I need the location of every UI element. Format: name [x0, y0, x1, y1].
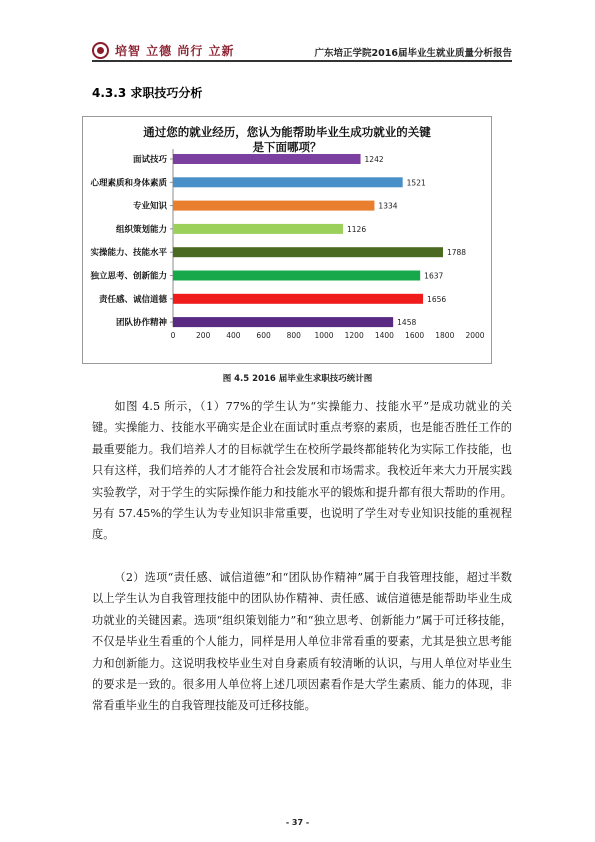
chart-title-line-1: 通过您的就业经历，您认为能帮助毕业生成功就业的关键: [143, 125, 431, 139]
category-label: 组织策划能力: [115, 224, 167, 235]
chart-title-line-2: 是下面哪项？: [252, 140, 322, 154]
bar: [173, 247, 443, 257]
x-tick-label: 1600: [405, 331, 425, 340]
figure-caption: 图 4.5 2016 届毕业生求职技巧统计图: [222, 374, 373, 384]
category-label: 心理素质和身体素质: [90, 178, 167, 189]
x-tick-label: 2000: [465, 331, 485, 340]
x-tick-label: 1200: [344, 331, 364, 340]
page-number: - 37 -: [285, 818, 310, 827]
paragraph-2: （2）选项“责任感、诚信道德”和“团队协作精神”属于自我管理技能，超过半数以上学生认为自我管理技能中的团队协作精神、责任感、诚信道德是能帮助毕业生成功就业的关键因素。选项“组织策划能力”和“独立思考、创新能力”属于可迁移技能，不仅是毕业生看重的个人能力，同样是用人单位非常看重的要素，尤其是独立思考能力和创新能力。这说明我校毕业生对自身素质有较清晰的认识，与用人单位对毕业生的要求是一致的。很多用人单位将上述几项因素看作是大学生素质、能力的体现，非常看重毕业生的自我管理技能及可迁移技能。: [92, 571, 512, 713]
school-seal-icon: [92, 42, 109, 59]
data-label: 1458: [397, 318, 417, 328]
x-tick-label: 600: [256, 331, 271, 340]
data-label: 1637: [424, 271, 444, 281]
data-label: 1126: [347, 224, 367, 234]
data-label: 1788: [446, 248, 467, 258]
paragraph-1: 如图 4.5 所示，（1）77%的学生认为“实操能力、技能水平”是成功就业的关键。实操能力、技能水平确实是企业在面试时重点考察的素质，也是能否胜任工作的最重要能力。我们培养人才的目标就学生在校所学最终都能转化为实际工作技能，也只有这样，我们培养的人才才能符合社会发展和市场需求。我校近年来大力开展实践实验教学，对于学生的实际操作能力和技能水平的锻炼和提升都有很大帮助的作用。另有 57.45%的学生认为专业知识非常重要，也说明了学生对专业知识技能的重视程度。: [92, 400, 512, 542]
category-label: 专业知识: [132, 201, 167, 212]
data-label: 1334: [378, 201, 398, 211]
x-tick-label: 1400: [374, 331, 394, 340]
category-label: 团队协作精神: [115, 318, 167, 329]
report-title: 广东培正学院2016届毕业生就业质量分析报告: [314, 48, 512, 59]
bar: [173, 317, 393, 327]
header-divider: [92, 60, 512, 62]
x-tick-label: 1000: [314, 331, 334, 340]
chart-canvas: [83, 117, 493, 365]
category-label: 实操能力、技能水平: [90, 248, 167, 259]
school-motto: 培智 立德 尚行 立新: [115, 44, 235, 58]
category-label: 独立思考、创新能力: [90, 271, 167, 282]
category-label: 面试技巧: [132, 155, 167, 165]
page-header: [92, 40, 512, 62]
bar: [173, 154, 361, 164]
x-tick-label: 400: [226, 331, 241, 340]
bar: [173, 224, 343, 234]
school-logo: [92, 42, 235, 59]
data-label: 1242: [364, 155, 384, 164]
section-heading: 4.3.3 求职技巧分析: [92, 86, 203, 100]
bar: [173, 271, 420, 281]
x-tick-label: 1800: [435, 331, 455, 340]
data-label: 1521: [406, 178, 426, 188]
bar: [173, 294, 423, 304]
x-tick-label: 200: [196, 331, 211, 340]
bar-chart: [82, 116, 492, 364]
data-label: 1656: [427, 294, 447, 304]
category-label: 责任感、诚信道德: [98, 294, 167, 305]
x-tick-label: 0: [170, 331, 176, 340]
x-tick-label: 800: [286, 331, 301, 340]
bar: [173, 201, 374, 211]
bar: [173, 177, 403, 187]
